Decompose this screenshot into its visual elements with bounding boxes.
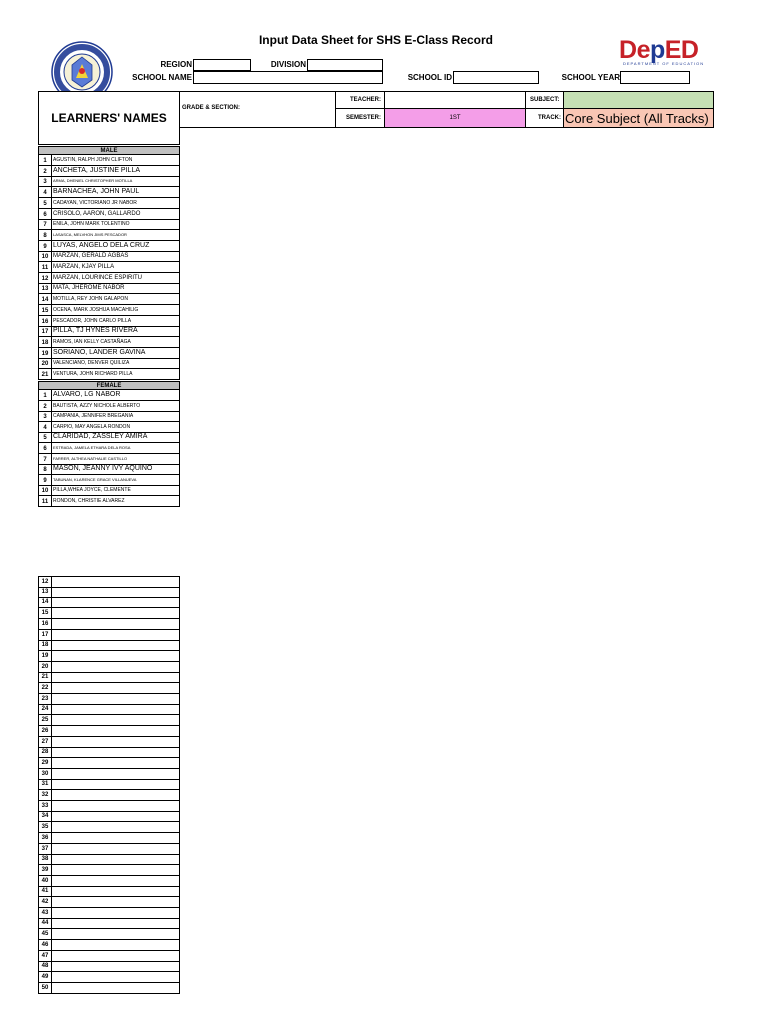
row-number: 48 [38,961,52,972]
deped-logo: DepED [619,36,699,64]
learner-name[interactable]: RONDON, CHRISTIE ALVAREZ [52,496,180,507]
subject-label: SUBJECT: [530,97,560,103]
blank-learner-row[interactable] [38,672,180,683]
row-number: 16 [38,619,52,630]
row-number: 24 [38,704,52,715]
female-learner-row[interactable] [38,485,180,496]
learner-name-field[interactable] [52,983,180,994]
male-learner-row[interactable] [38,209,180,220]
female-learner-row[interactable] [38,432,180,443]
blank-learner-row[interactable] [38,662,180,673]
learner-name-field[interactable] [52,651,180,662]
row-number: 50 [38,983,52,994]
male-learner-row[interactable] [38,262,180,273]
row-number: 42 [38,897,52,908]
division-field[interactable] [307,59,383,71]
learner-name-field[interactable] [52,769,180,780]
row-number: 4 [38,422,52,433]
blank-learner-row[interactable] [38,876,180,887]
learner-name-field[interactable] [52,811,180,822]
learner-name-field[interactable] [52,758,180,769]
blank-learner-row[interactable] [38,940,180,951]
male-learner-row[interactable] [38,230,180,241]
male-learner-row[interactable] [38,316,180,327]
male-learner-row[interactable] [38,198,180,209]
blank-learner-row[interactable] [38,769,180,780]
learner-name-field[interactable] [52,833,180,844]
blank-learner-row[interactable] [38,726,180,737]
male-learner-row[interactable] [38,326,180,337]
row-number: 9 [38,475,52,486]
blank-learner-row[interactable] [38,630,180,641]
region-label: REGION [160,60,192,69]
row-number: 26 [38,726,52,737]
learner-name[interactable]: CAMPANIA, JENNIFER BREGANIA [52,411,180,422]
learner-name[interactable]: PILLA,WHEA JOYCE, CLEMENTE [52,485,180,496]
learner-name-field[interactable] [52,587,180,598]
teacher-label-cell [335,91,385,109]
row-number: 20 [38,358,52,369]
blank-learner-row[interactable] [38,790,180,801]
learner-name[interactable]: OCENA, MARK JOSHUA MACAHILIG [52,305,180,316]
row-number: 31 [38,779,52,790]
learner-name[interactable]: BARNACHEA, JOHN PAUL [52,187,180,198]
row-number: 11 [38,262,52,273]
row-number: 47 [38,951,52,962]
row-number: 27 [38,737,52,748]
learner-name-field[interactable] [52,672,180,683]
learner-name-field[interactable] [52,640,180,651]
learner-name[interactable]: SORIANO, LANDER GAVINA [52,348,180,359]
row-number: 16 [38,316,52,327]
learner-name[interactable]: ANCHETA, JUSTINE PILLA [52,166,180,177]
learner-name-field[interactable] [52,715,180,726]
row-number: 21 [38,369,52,380]
learner-name[interactable]: ALVARO, LG NABOR [52,390,180,401]
female-learner-row[interactable] [38,443,180,454]
row-number: 7 [38,219,52,230]
blank-learner-row[interactable] [38,983,180,994]
male-learner-row[interactable] [38,273,180,284]
blank-learner-row[interactable] [38,822,180,833]
school-name-field[interactable] [193,71,383,84]
learner-name-field[interactable] [52,747,180,758]
female-learner-row[interactable] [38,411,180,422]
row-number: 15 [38,608,52,619]
blank-learner-row[interactable] [38,833,180,844]
learner-name-field[interactable] [52,918,180,929]
learner-name[interactable]: CRISOLO, AARON, GALLARDO [52,209,180,220]
row-number: 36 [38,833,52,844]
learner-name-field[interactable] [52,822,180,833]
row-number: 6 [38,209,52,220]
school-name-label: SCHOOL NAME [132,73,192,82]
learner-name-field[interactable] [52,929,180,940]
blank-learner-row[interactable] [38,961,180,972]
male-learner-row[interactable] [38,166,180,177]
blank-learner-row[interactable] [38,801,180,812]
region-field[interactable] [193,59,251,71]
row-number: 14 [38,294,52,305]
learner-name[interactable]: ARMA, DHENIEL CHRISTOPHER MOTILLA [52,176,180,187]
male-learner-row[interactable] [38,155,180,166]
learner-name-field[interactable] [52,854,180,865]
blank-learner-row[interactable] [38,683,180,694]
teacher-field[interactable] [384,91,526,109]
row-number: 12 [38,577,52,588]
learner-name-field[interactable] [52,972,180,983]
learner-name-field[interactable] [52,908,180,919]
subject-field[interactable] [563,91,714,109]
blank-learner-row[interactable] [38,929,180,940]
blank-learner-row[interactable] [38,758,180,769]
row-number: 37 [38,844,52,855]
blank-learner-row[interactable] [38,619,180,630]
row-number: 33 [38,801,52,812]
school-year-label: SCHOOL YEAR [561,73,620,82]
row-number: 29 [38,758,52,769]
row-number: 2 [38,166,52,177]
learner-name[interactable]: MARZAN, LOURINCE ESPIRITU [52,273,180,284]
female-learner-row[interactable] [38,454,180,465]
row-number: 34 [38,811,52,822]
learner-name[interactable]: LUYAS, ANGELO DELA CRUZ [52,241,180,252]
learner-name-field[interactable] [52,779,180,790]
blank-learner-row[interactable] [38,715,180,726]
learner-name[interactable]: CLARIDAD, ZASSLEY AMIRA [52,432,180,443]
row-number: 39 [38,865,52,876]
blank-learner-row[interactable] [38,865,180,876]
male-learner-row[interactable] [38,369,180,380]
blank-learner-row[interactable] [38,737,180,748]
school-id-label: SCHOOL ID [407,73,452,82]
learner-name-field[interactable] [52,801,180,812]
learner-name-field[interactable] [52,790,180,801]
female-learner-row[interactable] [38,422,180,433]
row-number: 14 [38,597,52,608]
male-learner-row[interactable] [38,187,180,198]
learner-name[interactable]: ENILA, JOHN MARK TOLENTINO [52,219,180,230]
blank-learner-row[interactable] [38,640,180,651]
blank-learner-row[interactable] [38,576,180,587]
row-number: 32 [38,790,52,801]
row-number: 30 [38,769,52,780]
row-number: 3 [38,411,52,422]
grade-section-label: GRADE & SECTION: [182,105,241,111]
row-number: 46 [38,940,52,951]
division-label: DIVISION [270,60,306,69]
row-number: 8 [38,230,52,241]
row-number: 5 [38,198,52,209]
track-label-cell [525,108,564,128]
learner-name[interactable]: PILLA, TJ HYNES RIVERA [52,326,180,337]
row-number: 8 [38,464,52,475]
learner-name[interactable]: BAUTISTA, AZZY NICHOLE ALBERTO [52,401,180,412]
blank-learner-row[interactable] [38,704,180,715]
row-number: 15 [38,305,52,316]
learner-name-field[interactable] [52,662,180,673]
semester-label: SEMESTER: [345,115,381,121]
learner-name-field[interactable] [52,951,180,962]
row-number: 3 [38,176,52,187]
learner-name[interactable]: TABUNAN, KLARENCE GRACE VILLANUEVA [52,475,180,486]
row-number: 10 [38,485,52,496]
row-number: 40 [38,876,52,887]
male-learner-row[interactable] [38,283,180,294]
row-number: 44 [38,918,52,929]
track-field[interactable] [563,108,714,128]
learner-name-field[interactable] [52,619,180,630]
row-number: 12 [38,273,52,284]
female-learner-row[interactable] [38,475,180,486]
blank-learner-row[interactable] [38,897,180,908]
learners-names-title: LEARNERS' NAMES [51,111,167,125]
blank-learner-row[interactable] [38,844,180,855]
learner-name-field[interactable] [52,876,180,887]
school-id-field[interactable] [453,71,539,84]
row-number: 11 [38,496,52,507]
female-learner-row[interactable] [38,401,180,412]
row-number: 7 [38,454,52,465]
learner-name[interactable]: MARZAN, KJAY PILLA [52,262,180,273]
row-number: 28 [38,747,52,758]
blank-learner-row[interactable] [38,779,180,790]
learner-name-field[interactable] [52,897,180,908]
learner-name-field[interactable] [52,940,180,951]
track-value: Core Subject (All Tracks) [565,111,709,126]
male-learner-row[interactable] [38,305,180,316]
row-number: 25 [38,715,52,726]
track-label: TRACK: [538,115,561,121]
learner-name-field[interactable] [52,961,180,972]
male-learner-row[interactable] [38,251,180,262]
row-number: 6 [38,443,52,454]
row-number: 1 [38,155,52,166]
row-number: 49 [38,972,52,983]
row-number: 5 [38,432,52,443]
learner-name[interactable]: MATA, JHEROME NABOR [52,283,180,294]
male-learner-row[interactable] [38,358,180,369]
blank-learner-row[interactable] [38,908,180,919]
male-learner-row[interactable] [38,294,180,305]
row-number: 18 [38,337,52,348]
learner-name[interactable]: CARPIO, MAY ANGELA RONDON [52,422,180,433]
row-number: 19 [38,348,52,359]
blank-learner-row[interactable] [38,811,180,822]
school-year-field[interactable] [620,71,690,84]
learner-name[interactable]: AGUSTIN, RALPH JOHN CLIFTON [52,155,180,166]
male-section-header: MALE [38,146,180,155]
row-number: 21 [38,672,52,683]
blank-learner-row[interactable] [38,608,180,619]
learner-name[interactable]: MOTILLA, REY JOHN GALAPON [52,294,180,305]
grade-section-cell[interactable] [179,91,335,128]
row-number: 20 [38,662,52,673]
page-title: Input Data Sheet for SHS E-Class Record [258,33,494,47]
row-number: 9 [38,241,52,252]
row-number: 35 [38,822,52,833]
blank-learner-row[interactable] [38,951,180,962]
female-learner-row[interactable] [38,464,180,475]
female-learner-row[interactable] [38,496,180,507]
learner-name-field[interactable] [52,608,180,619]
male-learner-row[interactable] [38,337,180,348]
learner-name[interactable]: VENTURA, JOHN RICHARD PILLA [52,369,180,380]
learner-name[interactable]: ESTRADA, JAMELA ETHARA DELA ROSA [52,443,180,454]
blank-learner-row[interactable] [38,886,180,897]
male-learner-row[interactable] [38,219,180,230]
semester-value: 1ST [449,115,461,121]
subject-label-cell [525,91,564,109]
row-number: 19 [38,651,52,662]
row-number: 22 [38,683,52,694]
learner-name[interactable]: MASON, JEANNY IVY AQUINO [52,464,180,475]
semester-field[interactable] [384,108,526,128]
row-number: 10 [38,251,52,262]
blank-learner-row[interactable] [38,918,180,929]
learner-name-field[interactable] [52,704,180,715]
row-number: 17 [38,630,52,641]
learner-name-field[interactable] [52,694,180,705]
learner-name-field[interactable] [52,865,180,876]
row-number: 2 [38,401,52,412]
row-number: 23 [38,694,52,705]
male-learner-row[interactable] [38,176,180,187]
learner-name[interactable]: MARZAN, GERALD AGBAS [52,251,180,262]
learner-name-field[interactable] [52,737,180,748]
learner-name-field[interactable] [52,726,180,737]
learner-name[interactable]: PESCADOR, JOHN CARLO PILLA [52,316,180,327]
blank-learner-row[interactable] [38,854,180,865]
semester-label-cell [335,108,385,128]
learner-name-field[interactable] [52,597,180,608]
female-section-header: FEMALE [38,381,180,390]
learner-name[interactable]: LASASCA, MELVHON JIMS PESCADOR [52,230,180,241]
learner-name[interactable]: CADAYAN, VICTORIANO JR NABOR [52,198,180,209]
row-number: 4 [38,187,52,198]
deped-subtext: DEPARTMENT OF EDUCATION [623,61,705,66]
male-learner-row[interactable] [38,348,180,359]
row-number: 13 [38,587,52,598]
female-learner-row[interactable] [38,390,180,401]
blank-learner-row[interactable] [38,694,180,705]
row-number: 18 [38,640,52,651]
row-number: 13 [38,283,52,294]
learner-name-field[interactable] [52,844,180,855]
row-number: 38 [38,854,52,865]
row-number: 41 [38,886,52,897]
teacher-label: TEACHER: [350,97,381,103]
row-number: 45 [38,929,52,940]
learner-name-field[interactable] [52,886,180,897]
blank-learner-row[interactable] [38,651,180,662]
blank-learner-row[interactable] [38,587,180,598]
male-learner-row[interactable] [38,241,180,252]
learner-name-field[interactable] [52,683,180,694]
row-number: 17 [38,326,52,337]
blank-learner-row[interactable] [38,972,180,983]
learner-name-field[interactable] [52,630,180,641]
row-number: 43 [38,908,52,919]
learner-name[interactable]: RAMOS, IAN KELLY CASTAÑAGA [52,337,180,348]
learner-name[interactable]: VALENCIANO, DENVER QUILIZA [52,358,180,369]
blank-learner-row[interactable] [38,747,180,758]
learners-names-header [38,91,180,145]
row-number: 1 [38,390,52,401]
blank-learner-row[interactable] [38,597,180,608]
learner-name[interactable]: FARRER, ALTHEA NATHALIE CASTILLO [52,454,180,465]
